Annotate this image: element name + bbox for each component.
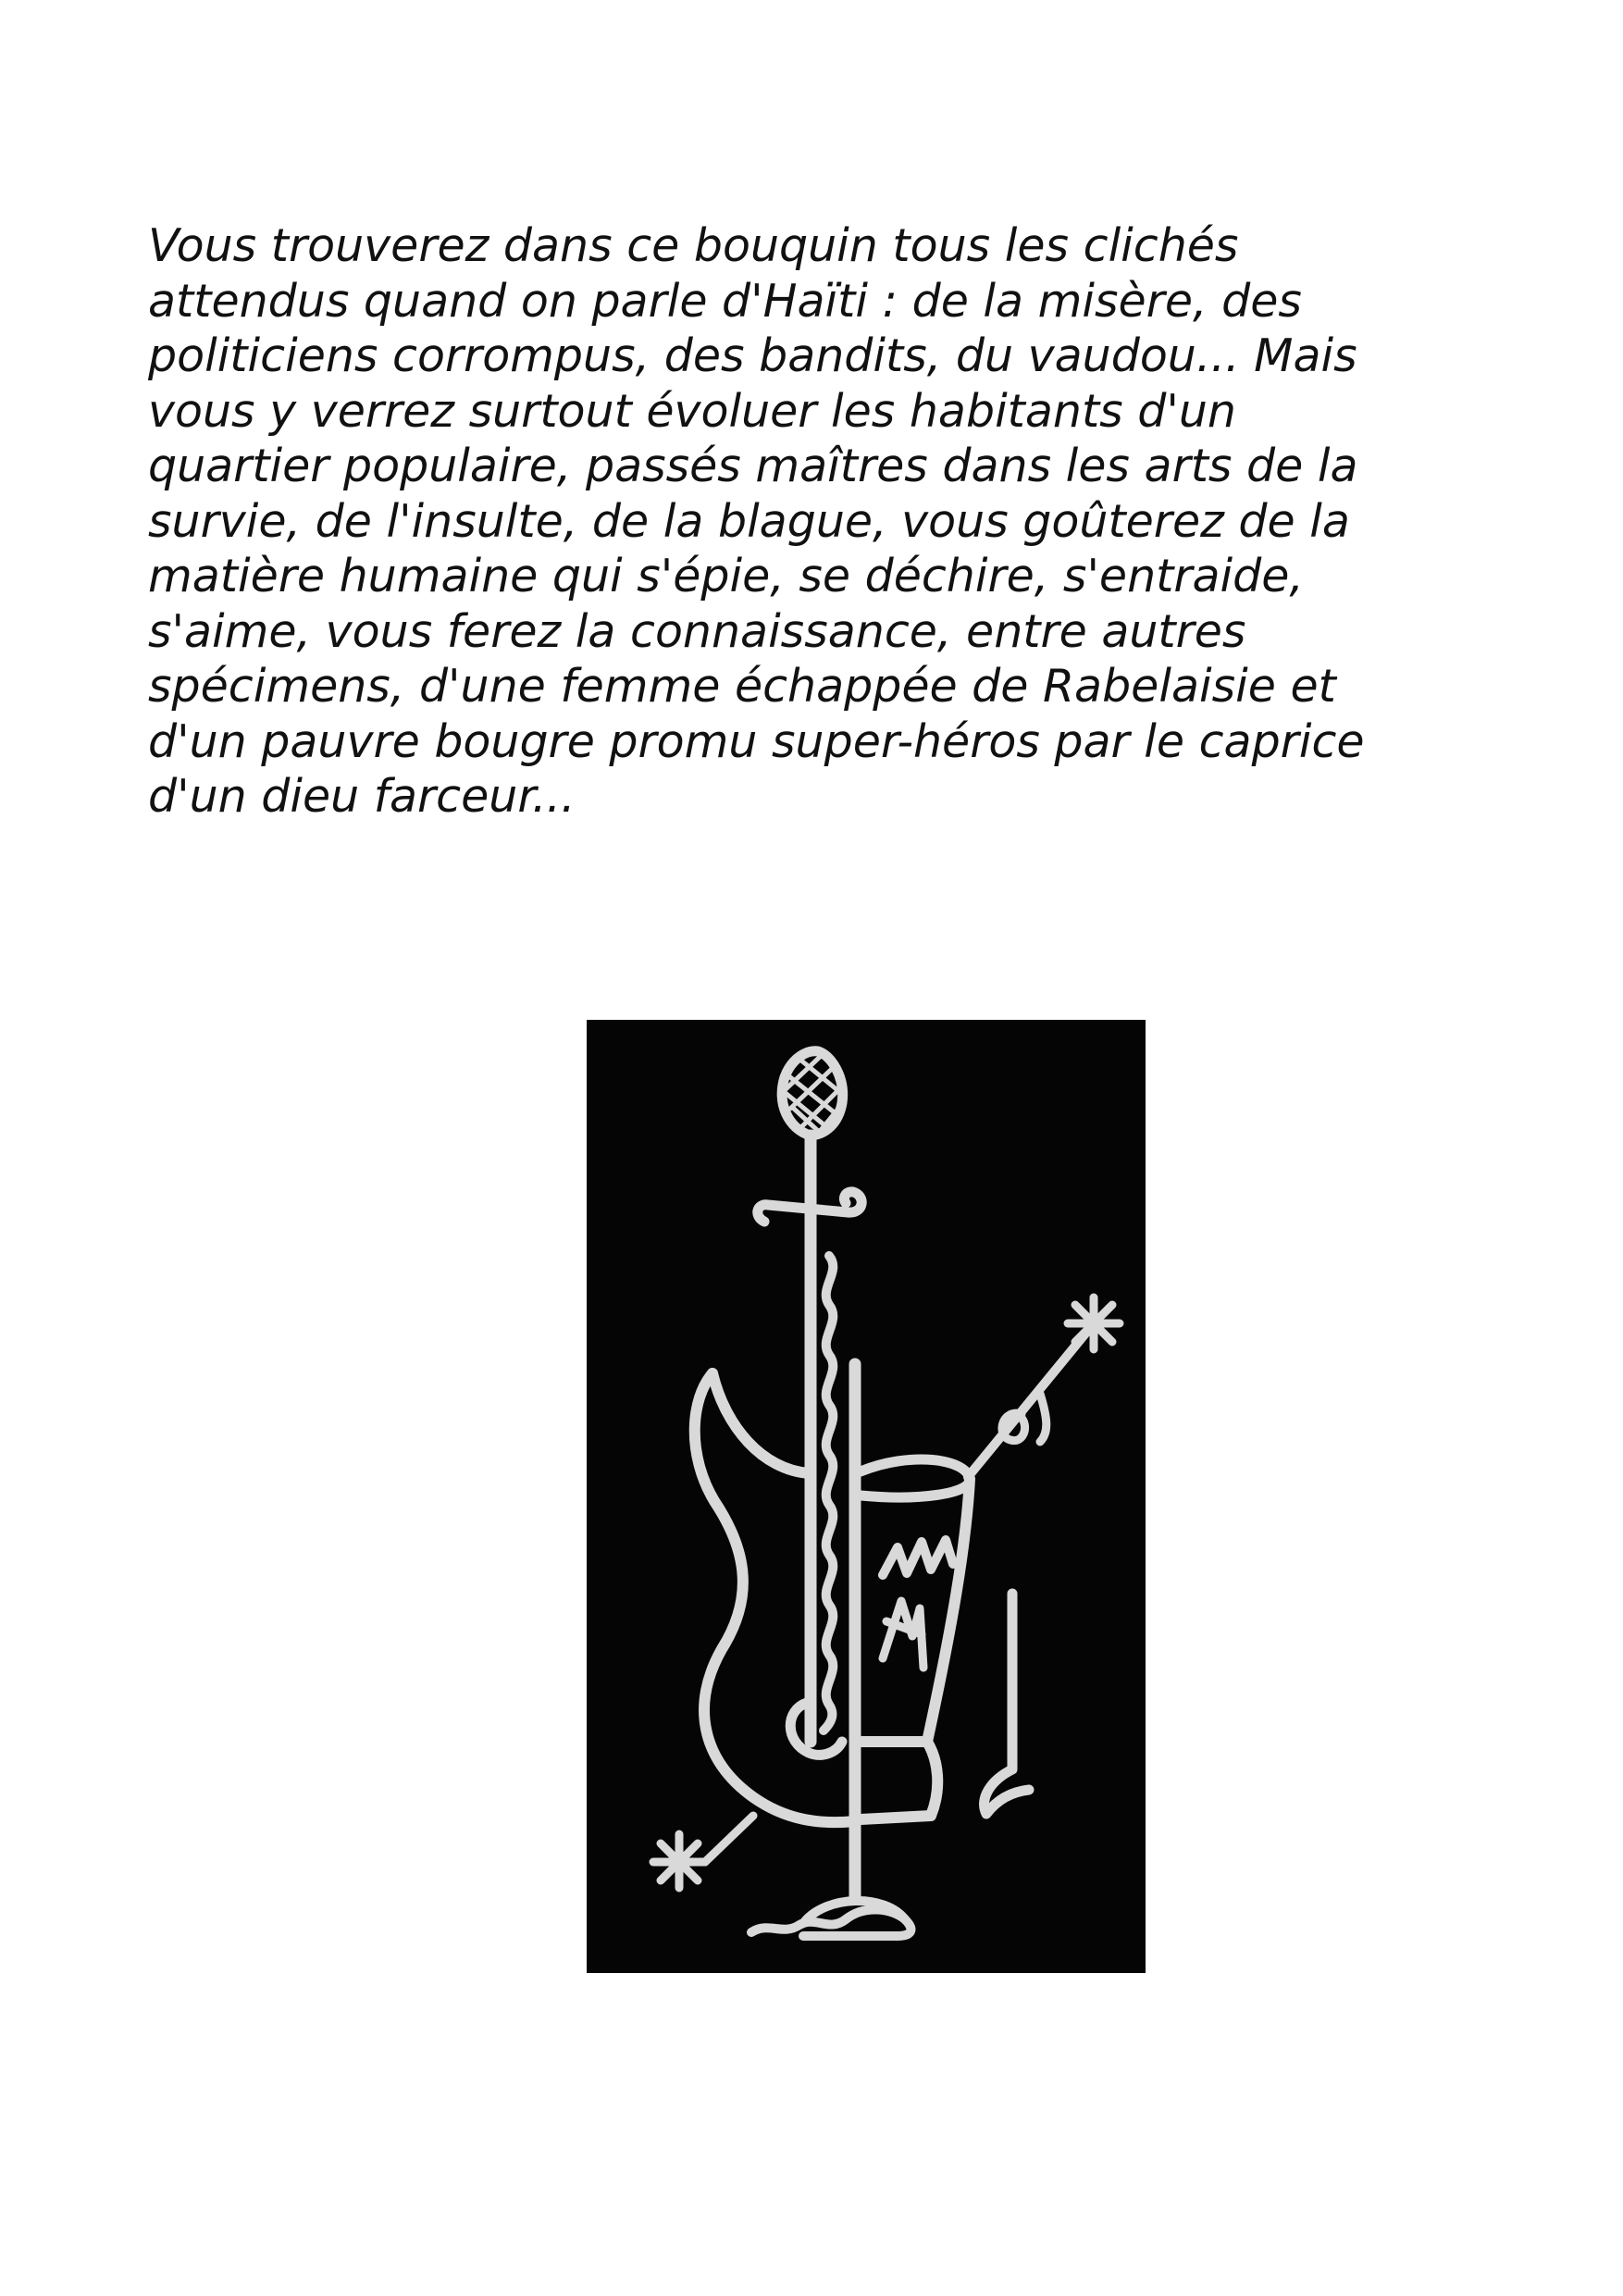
egg-ornament xyxy=(782,1051,842,1136)
veve-drawing xyxy=(587,1020,1146,1973)
blurb-line-8: s'aime, vous ferez la connaissance, entre autres xyxy=(148,604,1246,658)
blurb-line-6: survie, de l'insulte, de la blague, vous goûterez de la xyxy=(148,494,1350,548)
serpent-line xyxy=(824,1256,833,1731)
blurb-line-5: quartier populaire, passés maîtres dans les arts de la xyxy=(148,440,1358,492)
blurb-line-9: spécimens, d'une femme échappée de Rabelaisie et xyxy=(148,660,1336,713)
drum-vessel xyxy=(861,1459,970,1819)
cane xyxy=(985,1594,1029,1814)
base-mound xyxy=(751,1909,911,1936)
blurb-line-3: politiciens corrompus, des bandits, du vaudou... Mais xyxy=(148,329,1357,382)
guitar-horn xyxy=(712,1373,809,1473)
back-cover-blurb xyxy=(148,218,1481,825)
arrow-ornament xyxy=(968,1297,1120,1477)
blurb-line-1: Vous trouverez dans ce bouquin tous les clichés xyxy=(148,219,1239,272)
veve-artwork xyxy=(587,1020,1146,1973)
blurb-line-2: attendus quand on parle d'Haïti : de la misère, des xyxy=(148,274,1302,328)
blurb-line-10: d'un pauvre bougre promu super-héros par le caprice xyxy=(148,714,1365,768)
star-ornament xyxy=(653,1816,753,1888)
blurb-line-4: vous y verrez surtout évoluer les habitants d'un xyxy=(148,384,1236,438)
blurb-line-11: d'un dieu farceur... xyxy=(148,770,576,823)
blurb-line-7: matière humaine qui s'épie, se déchire, s'entraide, xyxy=(148,550,1304,602)
